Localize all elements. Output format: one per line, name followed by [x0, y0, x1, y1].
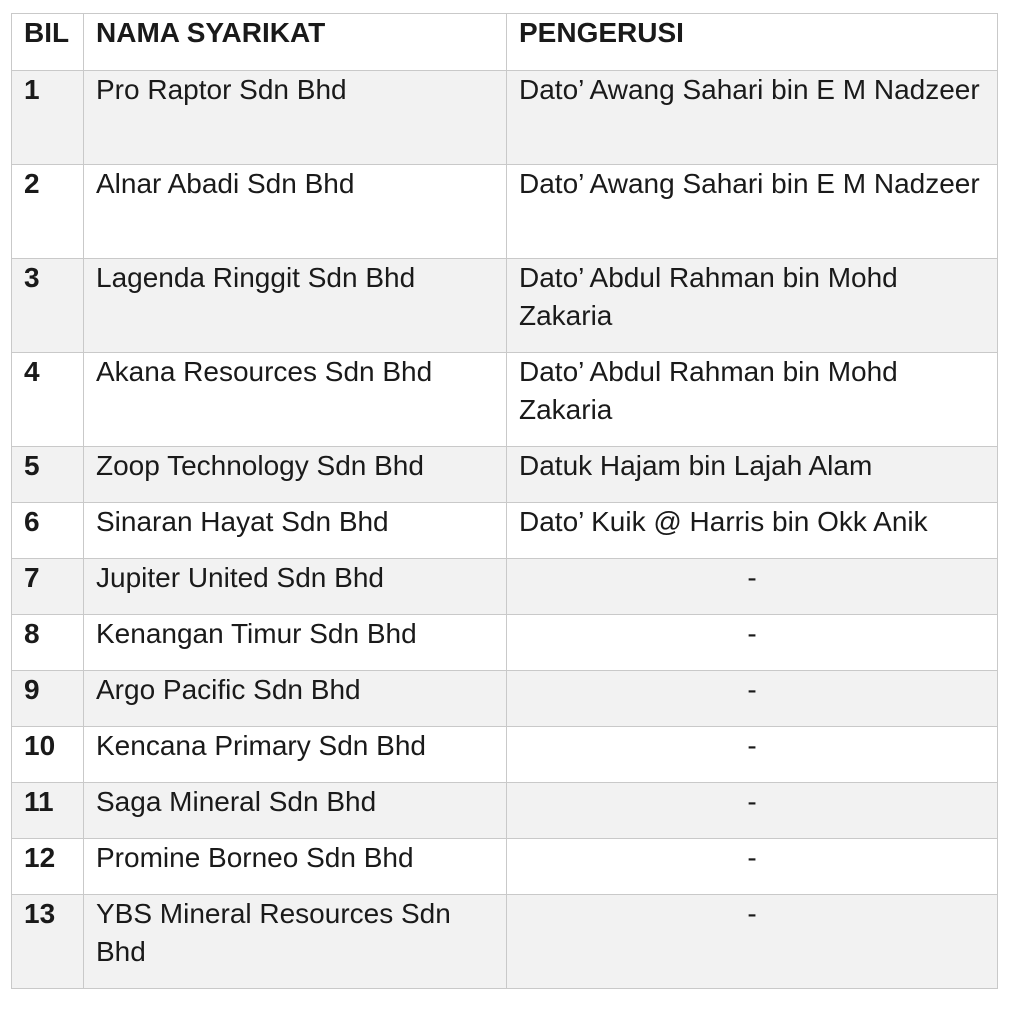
table-row: [12, 783, 998, 839]
company-name: Argo Pacific Sdn Bhd: [84, 671, 507, 727]
table-row: [12, 727, 998, 783]
row-number: 6: [12, 503, 84, 559]
chairman-name: -: [507, 671, 998, 727]
company-name: Zoop Technology Sdn Bhd: [84, 447, 507, 503]
header-bil: BIL: [12, 14, 84, 71]
company-name: Alnar Abadi Sdn Bhd: [84, 165, 507, 259]
chairman-name: Dato’ Abdul Rahman bin Mohd Zakaria: [507, 353, 998, 447]
company-name: Jupiter United Sdn Bhd: [84, 559, 507, 615]
chairman-name: Dato’ Awang Sahari bin E M Nadzeer: [507, 165, 998, 259]
row-number: 13: [12, 895, 84, 989]
company-chairman-table: [11, 13, 998, 989]
table-row: [12, 839, 998, 895]
table-row: [12, 165, 998, 259]
chairman-name: -: [507, 839, 998, 895]
company-name: Promine Borneo Sdn Bhd: [84, 839, 507, 895]
row-number: 9: [12, 671, 84, 727]
chairman-name: -: [507, 615, 998, 671]
chairman-name: Dato’ Abdul Rahman bin Mohd Zakaria: [507, 259, 998, 353]
company-name: Lagenda Ringgit Sdn Bhd: [84, 259, 507, 353]
table-row: [12, 559, 998, 615]
chairman-name: -: [507, 727, 998, 783]
table-row: [12, 503, 998, 559]
company-name: Akana Resources Sdn Bhd: [84, 353, 507, 447]
chairman-name: -: [507, 559, 998, 615]
chairman-name: -: [507, 783, 998, 839]
company-name: Sinaran Hayat Sdn Bhd: [84, 503, 507, 559]
header-row: [12, 14, 998, 71]
row-number: 7: [12, 559, 84, 615]
row-number: 3: [12, 259, 84, 353]
company-name: Pro Raptor Sdn Bhd: [84, 71, 507, 165]
chairman-name: Dato’ Awang Sahari bin E M Nadzeer: [507, 71, 998, 165]
chairman-name: Dato’ Kuik @ Harris bin Okk Anik: [507, 503, 998, 559]
header-pengerusi: PENGERUSI: [507, 14, 998, 71]
company-name: Saga Mineral Sdn Bhd: [84, 783, 507, 839]
table-row: [12, 615, 998, 671]
row-number: 4: [12, 353, 84, 447]
chairman-name: -: [507, 895, 998, 989]
table-row: [12, 895, 998, 989]
table-row: [12, 71, 998, 165]
header-nama-syarikat: NAMA SYARIKAT: [84, 14, 507, 71]
table-row: [12, 447, 998, 503]
row-number: 10: [12, 727, 84, 783]
chairman-name: Datuk Hajam bin Lajah Alam: [507, 447, 998, 503]
row-number: 5: [12, 447, 84, 503]
company-name: Kenangan Timur Sdn Bhd: [84, 615, 507, 671]
table-row: [12, 671, 998, 727]
company-name: YBS Mineral Resources Sdn Bhd: [84, 895, 507, 989]
row-number: 11: [12, 783, 84, 839]
table-row: [12, 353, 998, 447]
row-number: 1: [12, 71, 84, 165]
row-number: 8: [12, 615, 84, 671]
row-number: 2: [12, 165, 84, 259]
row-number: 12: [12, 839, 84, 895]
table-row: [12, 259, 998, 353]
company-name: Kencana Primary Sdn Bhd: [84, 727, 507, 783]
